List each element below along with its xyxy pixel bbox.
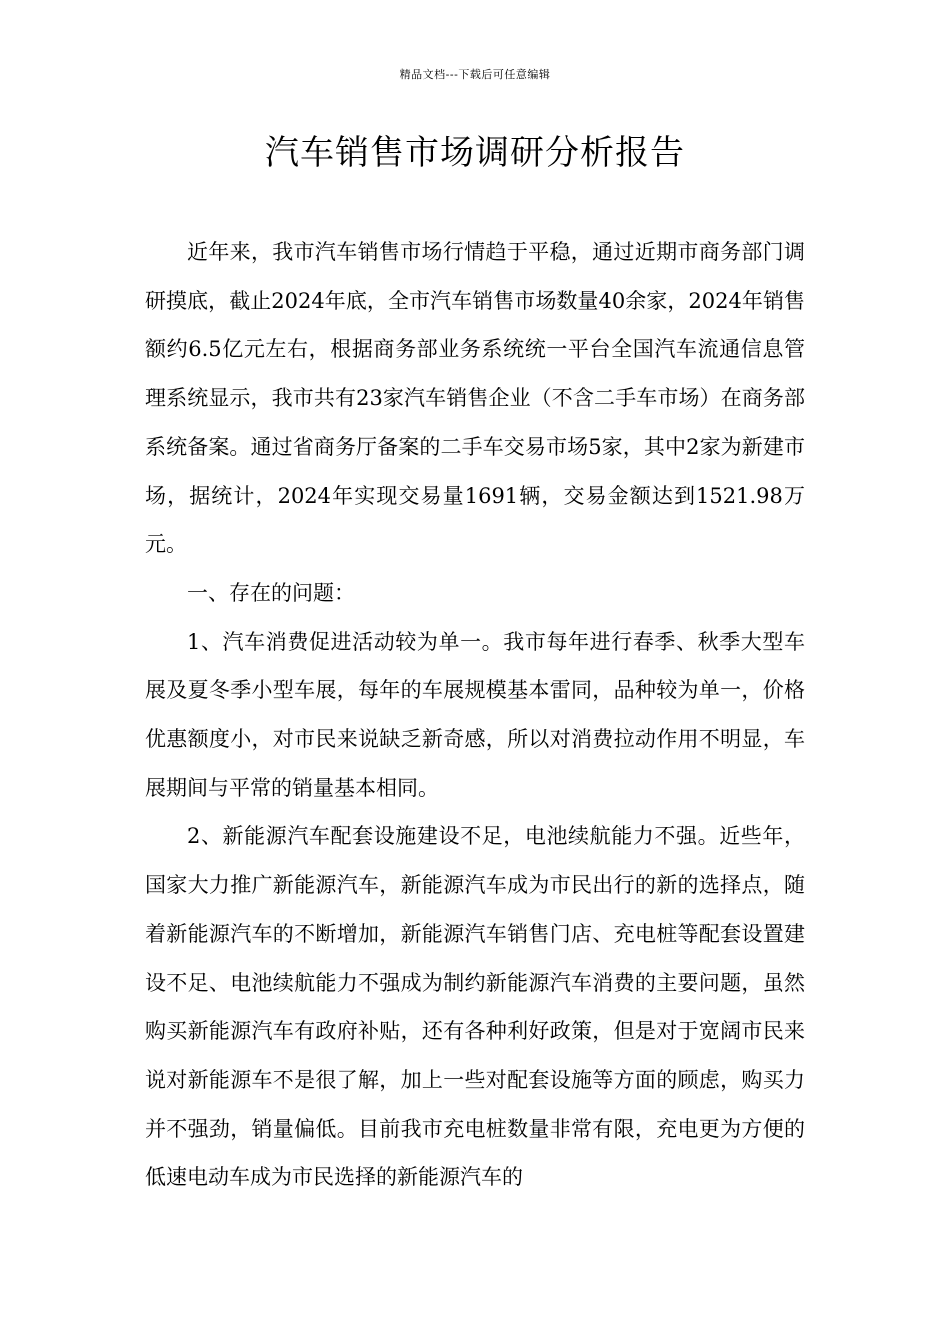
header-watermark: 精品文档---下载后可任意编辑 <box>399 68 551 81</box>
document-title: 汽车销售市场调研分析报告 <box>265 133 685 173</box>
paragraph-problem-2: 2、新能源汽车配套设施建设不足，电池续航能力不强。近些年，国家大力推广新能源汽车，新能源汽车成为市民出行的新的选择点，随着新能源汽车的不断增加，新能源汽车销售门店、充电桩等配套设置建设不足、电池续航能力不强成为制约新能源汽车消费的主要问题，虽然购买新能源汽车有政府补贴，还有各种利好政策，但是对于宽阔市民来说对新能源车不是很了解，加上一些对配套设施等方面的顾虑，购买力并不强劲，销量偏低。目前我市充电桩数量非常有限，充电更为方便的低速电动车成为市民选择的新能源汽车的 <box>145 824 805 1190</box>
document-body <box>145 228 805 1202</box>
paragraph-intro: 近年来，我市汽车销售市场行情趋于平稳，通过近期市商务部门调研摸底，截止2024年底，全市汽车销售市场数量40余家，2024年销售额约6.5亿元左右，根据商务部业务系统统一平台全国汽车流通信息管理系统显示，我市共有23家汽车销售企业（不含二手车市场）在商务部系统备案。通过省商务厅备案的二手车交易市场5家，其中2家为新建市场，据统计，2024年实现交易量1691辆，交易金额达到1521.98万元。 <box>145 240 805 557</box>
paragraph-problem-1: 1、汽车消费促进活动较为单一。我市每年进行春季、秋季大型车展及夏冬季小型车展，每年的车展规模基本雷同，品种较为单一，价格优惠额度小，对市民来说缺乏新奇感，所以对消费拉动作用不明显，车展期间与平常的销量基本相同。 <box>145 629 805 800</box>
section-heading-problems: 一、存在的问题： <box>187 580 355 605</box>
